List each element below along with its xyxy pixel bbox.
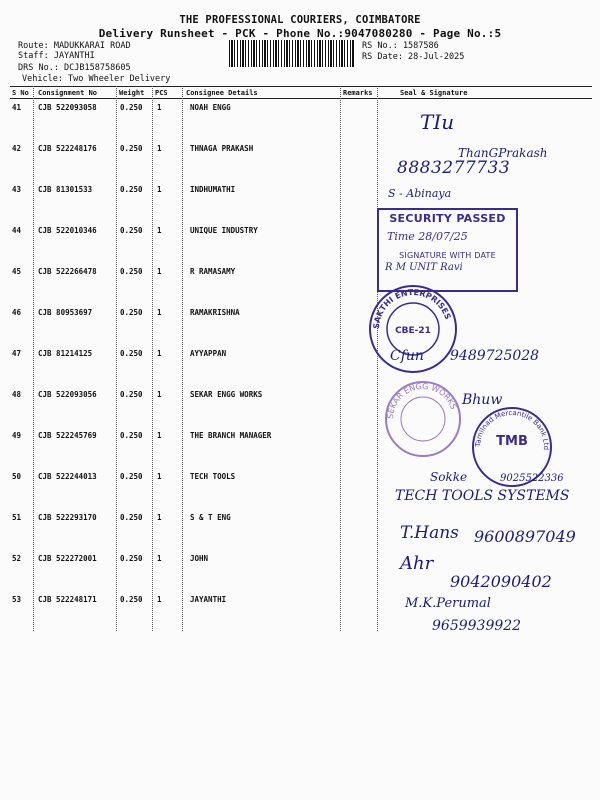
cell-weight: 0.250 [120,308,143,317]
stamp-security-date: Time 28/07/25 [387,230,468,243]
cell-weight: 0.250 [120,595,143,604]
signature-row-53-phone: 9659939922 [432,618,522,634]
cell-weight: 0.250 [120,185,143,194]
cell-sno: 48 [12,390,22,399]
cell-sno: 45 [12,267,22,276]
signature-row-52-mark: Ahr [400,553,434,574]
cell-weight: 0.250 [120,103,143,112]
runsheet-title: Delivery Runsheet - PCK - Phone No.:9047080280 - Page No.:5 [98,27,502,40]
route-label: Route: MADUKKARAI ROAD [18,41,131,51]
cell-consignee: R RAMASAMY [190,267,236,276]
signature-row-50-phone: 9025522336 [500,473,564,484]
bank-ring-text: Tamilnad Mercantile Bank Ltd [473,408,551,451]
col-header-weight: Weight [119,89,145,97]
security-stamp-signature: R M UNIT Ravi [385,262,463,273]
cell-weight: 0.250 [120,226,143,235]
col-header-sno: S No [12,89,29,97]
cell-pcs: 1 [157,349,162,358]
cell-pcs: 1 [157,267,162,276]
cell-sno: 47 [12,349,22,358]
cell-pcs: 1 [157,308,162,317]
cell-weight: 0.250 [120,431,143,440]
table-row [0,308,600,349]
cell-sno: 50 [12,472,22,481]
signature-row-53-name: M.K.Perumal [405,596,491,611]
cell-consignee: INDHUMATHI [190,185,236,194]
signature-row-47: Cfun [390,348,424,364]
cell-consignment: CJB 522244013 [38,472,97,481]
table-row [0,103,600,144]
signature-row-51-phone: 9600897049 [474,527,576,546]
bank-logo-text: TMB [496,434,528,449]
rs-date: RS Date: 28-Jul-2025 [362,52,465,62]
stamp-security-caption: SIGNATURE WITH DATE [399,251,496,260]
cell-consignment: CJB 80953697 [38,308,93,317]
cell-consignee: UNIQUE INDUSTRY [190,226,258,235]
cell-pcs: 1 [157,513,162,522]
cell-consignee: THE BRANCH MANAGER [190,431,272,440]
cell-weight: 0.250 [120,267,143,276]
rs-number: RS No.: 1587586 [362,41,439,51]
cell-weight: 0.250 [120,144,143,153]
cell-weight: 0.250 [120,390,143,399]
cell-sno: 51 [12,513,22,522]
cell-consignee: S & T ENG [190,513,231,522]
cell-consignment: CJB 522266478 [38,267,97,276]
cell-pcs: 1 [157,144,162,153]
col-header-consignment: Consignment No [38,89,98,97]
cell-sno: 49 [12,431,22,440]
cell-consignment: CJB 522093056 [38,390,97,399]
drs-label: DRS No.: DCJB158758605 [18,63,131,73]
table-top-rule [10,86,592,87]
vehicle-label: Vehicle: Two Wheeler Delivery [22,74,171,84]
cell-consignment: CJB 522248171 [38,595,97,604]
cell-sno: 44 [12,226,22,235]
cell-pcs: 1 [157,103,162,112]
cell-consignee: JOHN [190,554,209,563]
cell-consignment: CJB 522293170 [38,513,97,522]
staff-label: Staff: JAYANTHI [18,51,95,61]
security-passed-stamp [377,208,518,292]
cell-consignee: RAMAKRISHNA [190,308,240,317]
cell-pcs: 1 [157,554,162,563]
header-bottom-rule [10,98,592,99]
cell-weight: 0.250 [120,349,143,358]
cell-consignment: CJB 81301533 [38,185,93,194]
col-header-remarks: Remarks [343,89,373,97]
cell-consignment: CJB 522245769 [38,431,97,440]
signature-row-47-phone: 9489725028 [450,348,540,364]
signature-row-48: Bhuw [462,392,503,408]
cell-consignment: CJB 522093058 [38,103,97,112]
works-round-stamp [383,379,463,459]
cell-sno: 53 [12,595,22,604]
col-header-seal: Seal & Signature [400,89,468,97]
cell-weight: 0.250 [120,513,143,522]
enterprise-center-text: CBE-21 [395,326,431,336]
cell-consignee: THNAGA PRAKASH [190,144,254,153]
cell-consignment: CJB 522272001 [38,554,97,563]
signature-row-52-phone: 9042090402 [450,572,552,591]
cell-consignee: AYYAPPAN [190,349,227,358]
cell-weight: 0.250 [120,472,143,481]
cell-pcs: 1 [157,472,162,481]
cell-pcs: 1 [157,431,162,440]
cell-pcs: 1 [157,185,162,194]
barcode [229,40,354,67]
cell-sno: 42 [12,144,22,153]
cell-sno: 43 [12,185,22,194]
cell-consignee: JAYANTHI [190,595,227,604]
cell-pcs: 1 [157,595,162,604]
cell-consignment: CJB 522248176 [38,144,97,153]
company-title: THE PROFESSIONAL COURIERS, COIMBATORE [179,14,421,26]
signature-row-50-name: TECH TOOLS SYSTEMS [395,488,570,504]
cell-pcs: 1 [157,226,162,235]
signature-row-50-mark: Sokke [430,470,468,484]
cell-consignee: TECH TOOLS [190,472,236,481]
cell-consignment: CJB 522010346 [38,226,97,235]
cell-pcs: 1 [157,390,162,399]
col-header-consignee: Consignee Details [186,89,258,97]
stamp-security-title: SECURITY PASSED [389,212,506,225]
signature-row-42-phone: 8883277733 [397,158,511,178]
cell-weight: 0.250 [120,554,143,563]
signature-row-51-mark: T.Hans [400,523,459,543]
col-header-pcs: PCS [155,89,168,97]
cell-sno: 52 [12,554,22,563]
signature-row-42-name: ThanGPrakash [458,146,548,160]
cell-consignee: SEKAR ENGG WORKS [190,390,263,399]
cell-consignment: CJB 81214125 [38,349,93,358]
signature-row-41: TIu [420,110,455,134]
works-ring-text: SEKAR ENGG WORKS [385,381,459,420]
cell-sno: 46 [12,308,22,317]
cell-sno: 41 [12,103,22,112]
cell-consignee: NOAH ENGG [190,103,231,112]
enterprise-ring-text: SAKTHI ENTERPRISES [371,287,453,330]
signature-row-43: S - Abinaya [388,187,452,200]
